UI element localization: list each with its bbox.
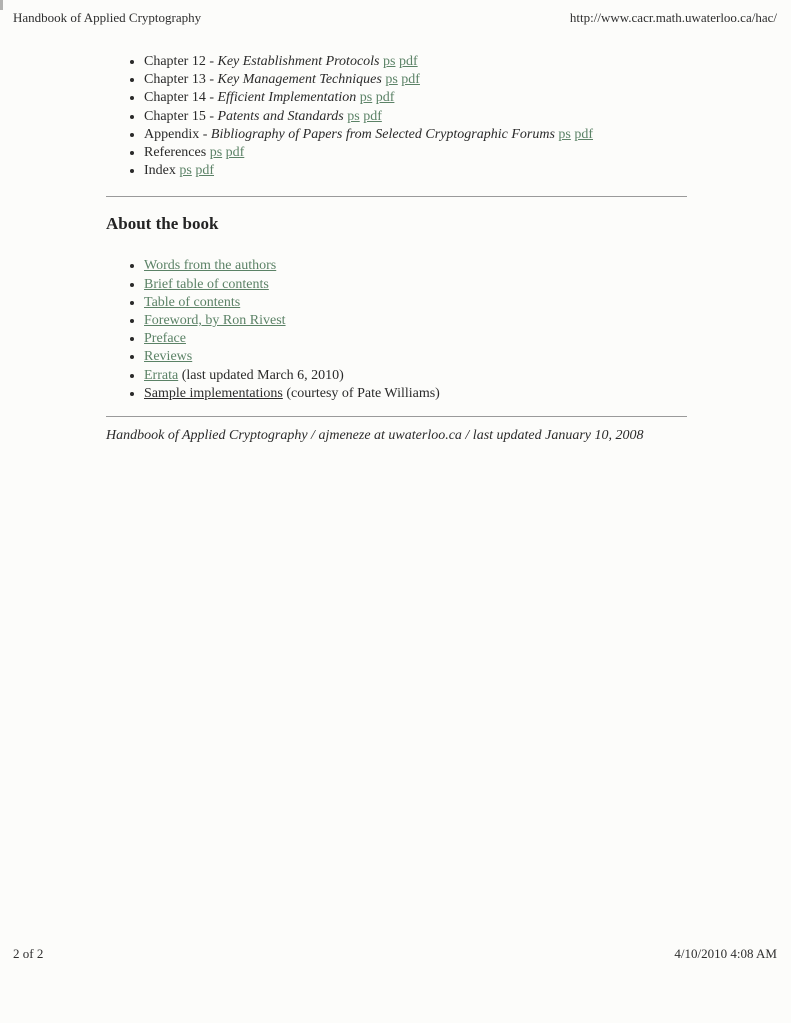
chapter-title: Bibliography of Papers from Selected Cryptographic Forums	[210, 126, 555, 142]
pdf-link[interactable]: pdf	[195, 163, 215, 179]
about-link[interactable]: Table of contents	[144, 294, 241, 310]
ps-link[interactable]: ps	[179, 163, 192, 179]
ps-link[interactable]: ps	[385, 72, 398, 88]
about-link[interactable]: Reviews	[144, 349, 193, 365]
chapter-list-item	[144, 126, 687, 144]
print-header	[13, 10, 777, 26]
about-list-item	[144, 367, 687, 385]
chapter-label: Chapter 14 -	[144, 90, 218, 106]
chapter-title: Patents and Standards	[217, 108, 344, 124]
about-link[interactable]: Sample implementations	[144, 385, 283, 401]
about-list	[106, 257, 687, 403]
chapter-list-item	[144, 71, 687, 89]
pdf-link[interactable]: pdf	[225, 145, 245, 161]
ps-link[interactable]: ps	[209, 145, 223, 161]
print-footer	[13, 946, 777, 962]
about-link[interactable]: Foreword, by Ron Rivest	[144, 313, 286, 329]
about-list-item	[144, 294, 687, 312]
chapter-list-item	[144, 144, 687, 162]
about-heading: About the book	[106, 214, 219, 234]
pdf-link[interactable]: pdf	[401, 72, 420, 88]
ps-link[interactable]: ps	[359, 90, 373, 106]
chapter-title: Key Management Techniques	[217, 72, 382, 88]
pdf-link[interactable]: pdf	[574, 126, 594, 142]
ps-link[interactable]: ps	[347, 108, 360, 124]
about-link[interactable]: Words from the authors	[144, 258, 277, 274]
page-content	[106, 53, 687, 445]
chapter-label: Chapter 12 -	[144, 54, 218, 69]
chapter-label: Index	[144, 163, 180, 179]
chapter-list	[106, 53, 687, 180]
about-link[interactable]: Errata	[144, 367, 179, 383]
about-list-item	[144, 385, 687, 403]
footer-page-number: 2 of 2	[13, 946, 44, 961]
chapter-label: Appendix -	[144, 126, 211, 142]
about-list-item	[144, 312, 687, 330]
ps-link[interactable]: ps	[383, 54, 396, 69]
chapter-list-item	[144, 162, 687, 180]
about-link-suffix: (last updated March 6, 2010)	[178, 367, 344, 383]
about-list-item	[144, 276, 687, 294]
header-url: http://www.cacr.math.uwaterloo.ca/hac/	[569, 10, 777, 25]
horizontal-rule	[106, 196, 687, 197]
chapter-label: Chapter 13 -	[144, 72, 218, 88]
about-list-item	[144, 257, 687, 275]
pdf-link[interactable]: pdf	[375, 90, 395, 106]
chapter-label: Chapter 15 -	[144, 108, 218, 124]
chapter-title: Efficient Implementation	[217, 90, 357, 106]
footer-timestamp: 4/10/2010 4:08 AM	[674, 946, 777, 961]
about-list-item	[144, 330, 687, 348]
about-link[interactable]: Brief table of contents	[144, 276, 269, 292]
header-document-title: Handbook of Applied Cryptography	[13, 10, 202, 25]
page-signature: Handbook of Applied Cryptography / ajmeneze at uwaterloo.ca / last updated January 10, 2008	[106, 428, 644, 444]
horizontal-rule	[106, 416, 687, 417]
chapter-title: Key Establishment Protocols	[217, 54, 380, 69]
ps-link[interactable]: ps	[558, 126, 571, 142]
pdf-link[interactable]: pdf	[363, 108, 382, 124]
about-list-item	[144, 348, 687, 366]
about-link[interactable]: Preface	[144, 331, 186, 347]
scan-artifact	[0, 0, 3, 10]
about-link-suffix: (courtesy of Pate Williams)	[282, 385, 440, 401]
pdf-link[interactable]: pdf	[398, 54, 418, 69]
chapter-list-item	[144, 89, 687, 107]
chapter-list-item	[144, 108, 687, 126]
chapter-label: References	[144, 145, 210, 161]
chapter-list-item	[144, 53, 687, 71]
